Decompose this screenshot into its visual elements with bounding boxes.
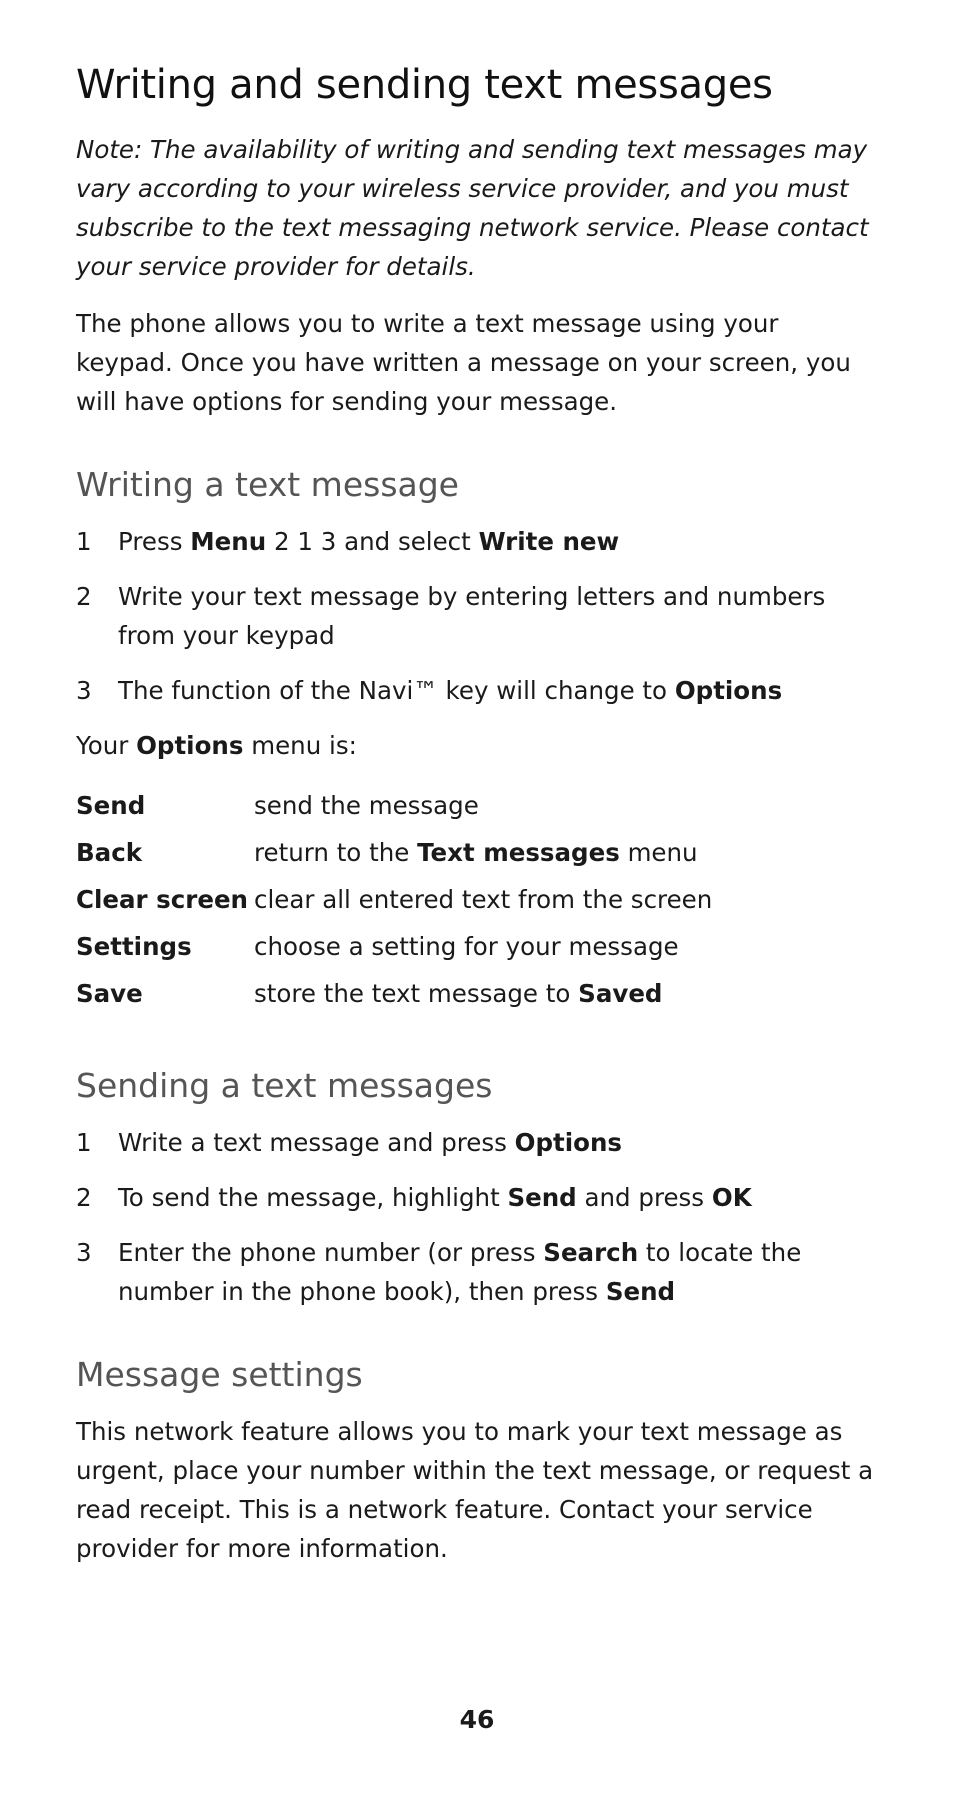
step-key-term: Write new [478,527,620,556]
list-item [76,1178,878,1217]
step-text: Write your text message by entering letters and numbers from your keypad [118,582,826,650]
step-key-term: Options [674,676,783,705]
step-number: 1 [76,1128,92,1157]
step-key-term: OK [711,1183,752,1212]
list-item [76,671,878,710]
text-part: send the message [254,791,479,820]
step-key-term: Send [605,1277,676,1306]
list-item [76,577,878,655]
step-text [118,1123,878,1162]
key-term: Saved [578,979,663,1008]
settings-section-heading: Message settings [76,1355,363,1394]
step-number: 2 [76,1183,92,1212]
text-part: menu [619,838,698,867]
sending-steps-list [76,1123,878,1311]
table-row [76,787,712,834]
text-part: menu is: [243,731,357,760]
step-key-term: Search [543,1238,639,1267]
page-title: Writing and sending text messages [76,62,773,108]
list-item [76,1123,878,1162]
text-part: clear all entered text from the screen [254,885,713,914]
step-text [118,1233,878,1311]
sending-section-heading: Sending a text messages [76,1066,493,1105]
step-key-term: Options [514,1128,623,1157]
step-text-part: and press [576,1183,712,1212]
availability-note: Note: The availability of writing and sending text messages may vary according to your wireless service provider, and you must subscribe to the text messaging network service. Please contact your service provider for details. [76,135,869,281]
text-part: Your [76,731,137,760]
step-text-part: Write a text message and press [118,1128,515,1157]
options-menu-table [76,787,712,1022]
step-text-part: The function of the Navi™ key will change to [118,676,675,705]
table-row [76,975,712,1022]
writing-section-heading: Writing a text message [76,465,459,504]
page-number: 46 [459,1705,495,1734]
step-key-term: Send [507,1183,577,1212]
writing-steps-list [76,522,878,710]
option-description [254,787,712,834]
step-number: 1 [76,527,92,556]
option-term: Settings [76,932,192,961]
table-row [76,834,712,881]
text-part: store the text message to [254,979,579,1008]
key-term: Options [136,731,244,760]
step-number: 2 [76,582,92,611]
list-item [76,1233,878,1311]
option-term: Send [76,791,146,820]
key-term: Text messages [417,838,620,867]
step-text-part: Enter the phone number (or press [118,1238,544,1267]
step-text [118,1178,878,1217]
option-description [254,975,712,1022]
step-text-part: To send the message, highlight [118,1183,508,1212]
option-description [254,834,712,881]
table-row [76,881,712,928]
option-term: Back [76,838,143,867]
intro-paragraph: The phone allows you to write a text message using your keypad. Once you have written a message on your screen, you will have options for sending your message. [76,309,851,416]
text-part: return to the [254,838,418,867]
option-term: Clear screen [76,885,249,914]
step-text-part: Press [118,527,191,556]
step-key-term: Menu [190,527,267,556]
step-text [118,522,878,561]
options-intro [76,726,878,765]
option-description [254,881,712,928]
option-description [254,928,712,975]
step-text-part: to locate the number in the phone book), then press [118,1238,802,1306]
step-number: 3 [76,1238,92,1267]
option-term: Save [76,979,143,1008]
step-text-part: 2 1 3 and select [266,527,479,556]
text-part: choose a setting for your message [254,932,679,961]
settings-paragraph: This network feature allows you to mark your text message as urgent, place your number within the text message, or request a read receipt. This is a network feature. Contact your service provider for more information. [76,1417,874,1563]
table-row [76,928,712,975]
step-number: 3 [76,676,92,705]
list-item [76,522,878,561]
step-text [118,671,878,710]
